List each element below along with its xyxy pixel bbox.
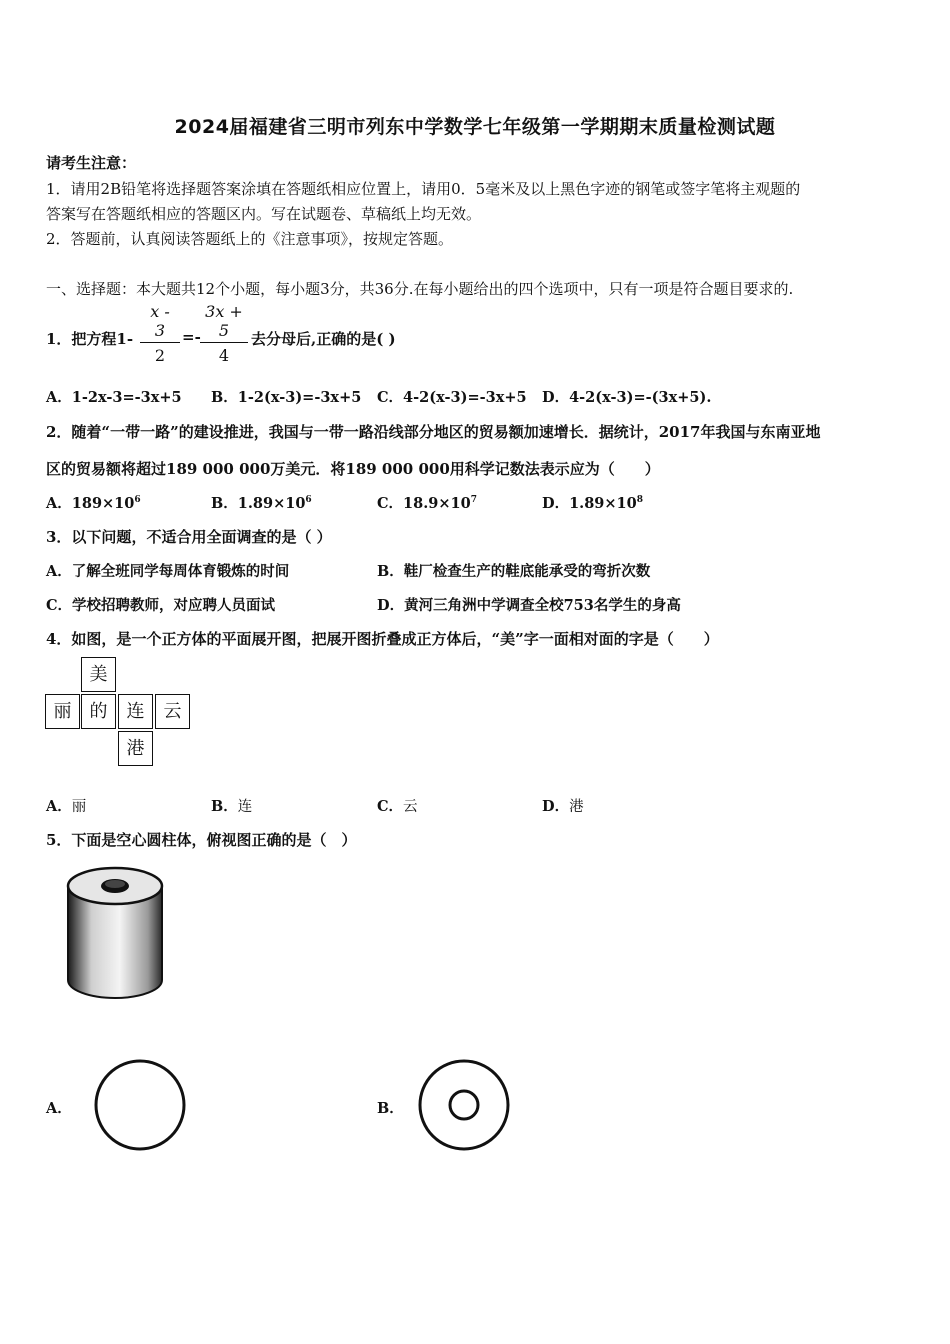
q4-option-b[interactable]: B．连 xyxy=(211,798,253,815)
q4-option-a[interactable]: A．丽 xyxy=(46,798,87,815)
q1-option-a[interactable]: A．1-2x-3=-3x+5 xyxy=(46,389,182,406)
q1-mid: =- xyxy=(182,328,201,346)
q2-option-d[interactable]: D．$1.89\times 10^8$ xyxy=(542,495,643,512)
q2-stem-line1: 2．随着“一带一路”的建设推进，我国与一带一路沿线部分地区的贸易额加速增长．据统计，2017年我国与东南亚地 xyxy=(46,423,821,441)
q1-prefix: 1．把方程1- xyxy=(46,330,134,348)
q3-option-b[interactable]: B．鞋厂检查生产的鞋底能承受的弯折次数 xyxy=(377,563,651,580)
net-face-bottom: 港 xyxy=(118,731,153,766)
q4-option-c[interactable]: C．云 xyxy=(377,798,418,815)
q1-suffix: 去分母后,正确的是( ) xyxy=(251,330,396,348)
q3-option-a[interactable]: A．了解全班同学每周体育锻炼的时间 xyxy=(46,563,290,580)
q5-stem: 5．下面是空心圆柱体，俯视图正确的是（ ） xyxy=(46,831,357,849)
q2-option-c[interactable]: C．$18.9\times 10^7$ xyxy=(377,495,477,512)
q1-frac1-denominator: 2 xyxy=(154,346,166,365)
q5-option-b-figure[interactable] xyxy=(414,1057,514,1153)
section-heading: 一、选择题：本大题共12个小题，每小题3分，共36分.在每小题给出的四个选项中，只有一项是符合题目要求的. xyxy=(46,280,794,298)
q1-frac2-numerator: 3x + 5 xyxy=(200,302,248,343)
q1-frac1-numerator: x - 3 xyxy=(140,302,180,343)
q1-option-d[interactable]: D．4-2(x-3)=-(3x+5). xyxy=(542,389,712,406)
notice-heading: 请考生注意： xyxy=(46,154,137,172)
net-face-right2: 云 xyxy=(155,694,190,729)
q5-option-a-figure[interactable] xyxy=(90,1057,190,1153)
q2-option-a[interactable]: A．$189\times 10^6$ xyxy=(46,495,141,512)
net-face-top: 美 xyxy=(81,657,116,692)
q1-option-b[interactable]: B．1-2(x-3)=-3x+5 xyxy=(211,389,362,406)
q1-fraction-2 xyxy=(200,302,248,365)
q4-stem: 4．如图，是一个正方体的平面展开图，把展开图折叠成正方体后，“美”字一面相对面的字是（ ） xyxy=(46,630,719,648)
q3-option-d[interactable]: D．黄河三角洲中学调查全校753名学生的身高 xyxy=(377,597,681,614)
notice-item: 答案写在答题纸相应的答题区内。写在试题卷、草稿纸上均无效。 xyxy=(46,205,482,223)
net-face-left: 丽 xyxy=(45,694,80,729)
q1-frac2-denominator: 4 xyxy=(218,346,230,365)
q4-option-d[interactable]: D．港 xyxy=(542,798,584,815)
q2-option-b[interactable]: B．$1.89\times 10^6$ xyxy=(211,495,312,512)
hollow-cylinder-figure xyxy=(60,858,170,1008)
net-face-center: 的 xyxy=(81,694,116,729)
q3-option-c[interactable]: C．学校招聘教师，对应聘人员面试 xyxy=(46,597,276,614)
notice-item: 1．请用2B铅笔将选择题答案涂填在答题纸相应位置上，请用0．5毫米及以上黑色字迹的钢笔或签字笔将主观题的 xyxy=(46,180,801,198)
q5-option-b-label[interactable]: B． xyxy=(377,1100,404,1117)
net-face-right1: 连 xyxy=(118,694,153,729)
q2-stem-line2: 区的贸易额将超过189 000 000万美元．将189 000 000用科学记数法表示应为（ ） xyxy=(46,460,660,478)
notice-item: 2．答题前，认真阅读答题纸上的《注意事项》，按规定答题。 xyxy=(46,230,454,248)
page-title: 2024届福建省三明市列东中学数学七年级第一学期期末质量检测试题 xyxy=(174,116,776,138)
q1-option-c[interactable]: C．4-2(x-3)=-3x+5 xyxy=(377,389,527,406)
q3-stem: 3．以下问题，不适合用全面调查的是（ ） xyxy=(46,528,332,546)
q1-fraction-1 xyxy=(140,302,180,365)
q5-option-a-label[interactable]: A． xyxy=(46,1100,72,1117)
